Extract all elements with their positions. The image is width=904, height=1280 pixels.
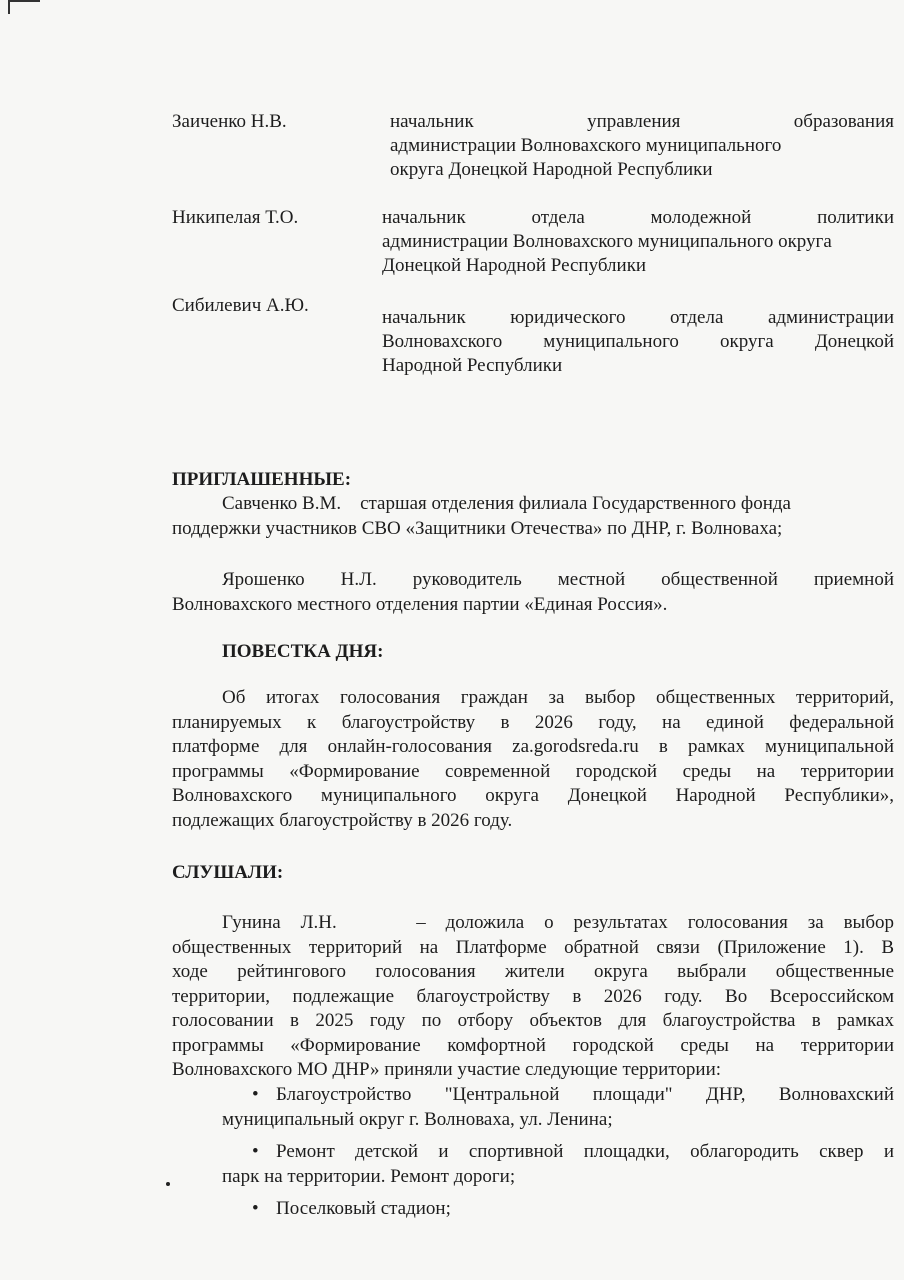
paragraph-line: общественных территорий на Платформе обратной связи (Приложение 1). В [172, 936, 894, 958]
paragraph-line: программы «Формирование комфортной городской среды на территории [172, 1034, 894, 1056]
scan-corner-mark [8, 0, 40, 14]
paragraph-line: Ярошенко Н.Л. руководитель местной общественной приемной [222, 569, 894, 590]
list-item-text: Благоустройство "Центральной площади" ДНР, Волновахский [276, 1084, 894, 1105]
invited-heading: ПРИГЛАШЕННЫЕ: [172, 469, 352, 490]
paragraph-line: Савченко В.М. старшая отделения филиала Государственного фонда [222, 493, 791, 514]
territory-list [222, 1083, 894, 1230]
heard-heading: СЛУШАЛИ: [172, 862, 284, 883]
role-line: Народной Республики [382, 355, 563, 376]
paragraph-line: поддержки участников СВО «Защитники Отечества» по ДНР, г. Волноваха; [172, 517, 783, 539]
list-item-text: Поселковый стадион; [276, 1198, 451, 1219]
paragraph-line: планируемых к благоустройству в 2026 году, на единой федеральной [172, 711, 894, 733]
list-item [222, 1140, 894, 1189]
role-line: округа Донецкой Народной Республики [390, 159, 713, 180]
invited-paragraph-1 [172, 492, 894, 541]
paragraph-line: ходе рейтингового голосования жители округа выбрали общественные [172, 961, 894, 982]
role-line: начальник управления образования [390, 111, 894, 132]
paragraph-line: Об итогах голосования граждан за выбор общественных территорий, [222, 687, 894, 708]
agenda-paragraph [172, 686, 894, 833]
list-item [222, 1083, 894, 1132]
heard-paragraph [172, 911, 894, 1083]
role-line: администрации Волновахского муниципального округа [382, 231, 832, 252]
paragraph-line: Волновахского МО ДНР» приняли участие следующие территории: [172, 1059, 722, 1080]
paragraph-line: голосовании в 2025 году по отбору объектов для благоустройства в рамках [172, 1010, 894, 1031]
role-line: начальник юридического отдела администрации [382, 307, 894, 328]
paragraph-line: территории, подлежащие благоустройству в 2026 году. Во Всероссийском [172, 985, 894, 1007]
paragraph-line: подлежащих благоустройству в 2026 году. [172, 809, 513, 831]
agenda-heading: ПОВЕСТКА ДНЯ: [222, 641, 384, 662]
member-role [382, 206, 894, 278]
list-item [222, 1197, 894, 1222]
member-role [390, 110, 894, 182]
role-line: Донецкой Народной Республики [382, 255, 647, 276]
scan-dot-mark [166, 1182, 170, 1186]
paragraph-line: Волновахского местного отделения партии «Единая Россия». [172, 593, 668, 615]
member-name: Сибилевич А.Ю. [172, 295, 309, 316]
paragraph-line: Гунина Л.Н. – доложила о результатах голосования за выбор [222, 912, 894, 933]
member-role [382, 306, 894, 378]
bullet-icon: • [252, 1084, 259, 1105]
bullet-icon: • [252, 1141, 259, 1162]
role-line: администрации Волновахского муниципального [390, 135, 782, 156]
paragraph-line: платформе для онлайн-голосования za.gorodsreda.ru в рамках муниципальной [172, 736, 894, 757]
role-line: Волновахского муниципального округа Донецкой [382, 331, 894, 352]
member-name: Никипелая Т.О. [172, 207, 299, 228]
paragraph-line: программы «Формирование современной городской среды на территории [172, 760, 894, 782]
member-name: Заиченко Н.В. [172, 111, 287, 132]
list-item-text: муниципальный округ г. Волноваха, ул. Ленина; [222, 1108, 613, 1130]
bullet-icon: • [252, 1198, 259, 1219]
list-item-text: Ремонт детской и спортивной площадки, облагородить сквер и [276, 1141, 894, 1162]
paragraph-line: Волновахского муниципального округа Донецкой Народной Республики», [172, 785, 894, 806]
invited-paragraph-2 [172, 568, 894, 617]
role-line: начальник отдела молодежной политики [382, 207, 894, 228]
list-item-text: парк на территории. Ремонт дороги; [222, 1165, 516, 1187]
